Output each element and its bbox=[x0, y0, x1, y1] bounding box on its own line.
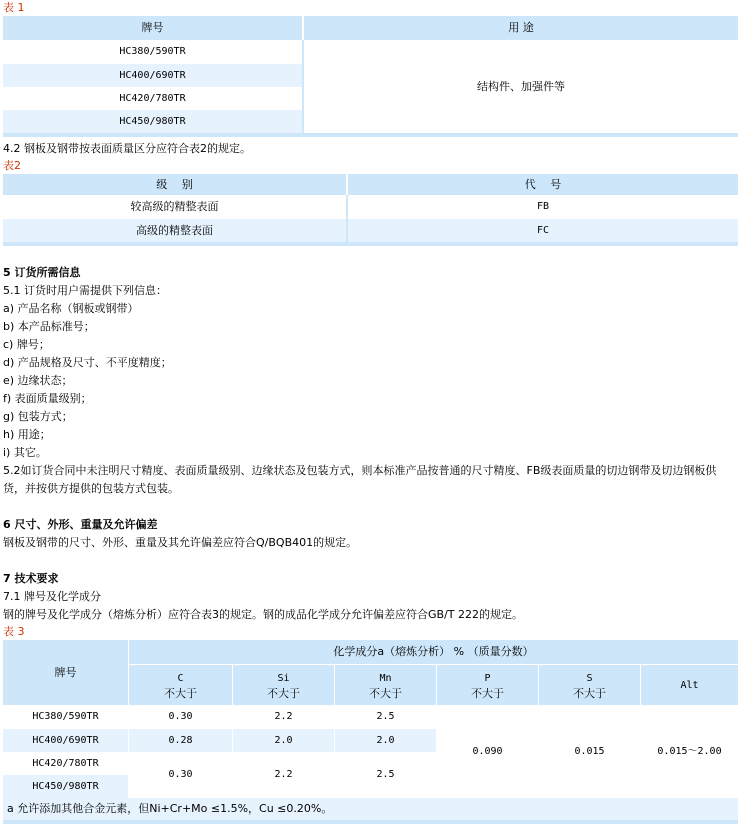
section6-title: 6 尺寸、外形、重量及允许偏差 bbox=[3, 518, 158, 531]
paragraph-4-2: 4.2 钢板及钢带按表面质量区分应符合表2的规定。 bbox=[3, 142, 251, 155]
table1-grade: HC400/690TR bbox=[3, 64, 304, 87]
table3-grade: HC420/780TR bbox=[3, 752, 128, 775]
table3-header-element bbox=[640, 665, 738, 705]
paragraph-5-1: 5.1 订货时用户需提供下列信息： bbox=[3, 284, 167, 297]
table2 bbox=[3, 174, 738, 242]
table3-value-si: 2.2 bbox=[232, 752, 334, 798]
paragraph-7-1: 7.1 牌号及化学成分 bbox=[3, 590, 101, 603]
table3-value-mn: 2.5 bbox=[334, 752, 436, 798]
table3-value-si: 2.2 bbox=[232, 705, 334, 729]
table1-caption: 表 1 bbox=[3, 1, 25, 14]
table3-value-c: 0.30 bbox=[128, 752, 232, 798]
table3-grade: HC450/980TR bbox=[3, 775, 128, 798]
table2-header-grade: 级 别 bbox=[3, 174, 348, 195]
list-item: i) 其它。 bbox=[3, 446, 47, 459]
table3-header-element bbox=[538, 665, 640, 705]
element-symbol: Mn bbox=[379, 672, 392, 684]
table3-value-c: 0.30 bbox=[128, 705, 232, 729]
table3-value-c: 0.28 bbox=[128, 729, 232, 752]
list-item: c) 牌号； bbox=[3, 338, 50, 351]
table1-grade: HC380/590TR bbox=[3, 40, 304, 64]
list-item: h) 用途； bbox=[3, 428, 51, 441]
table2-code: FB bbox=[348, 195, 738, 219]
table1-grade: HC450/980TR bbox=[3, 110, 304, 133]
table3-grade: HC400/690TR bbox=[3, 729, 128, 752]
element-symbol: Alt bbox=[680, 680, 699, 691]
table1-grade: HC420/780TR bbox=[3, 87, 304, 110]
table3-bottom-bar bbox=[3, 820, 738, 824]
paragraph-5-2: 5.2如订货合同中未注明尺寸精度、表面质量级别、边缘状态及包装方式，则本标准产品按普通的尺寸精度、FB级表面质量的切边钢带及切边钢板供货，并按供方提供的包装方式包装。 bbox=[3, 464, 717, 495]
section7-title: 7 技术要求 bbox=[3, 572, 59, 585]
table3-value-s: 0.015 bbox=[538, 705, 640, 798]
table2-grade: 高级的精整表面 bbox=[3, 219, 348, 242]
table3-value-mn: 2.5 bbox=[334, 705, 436, 729]
table3-header-element bbox=[436, 665, 538, 705]
list-item: d) 产品规格及尺寸、不平度精度； bbox=[3, 356, 172, 369]
table3-header-composition: 化学成分a（熔炼分析） % （质量分数） bbox=[128, 640, 738, 665]
list-item: e) 边缘状态； bbox=[3, 374, 73, 387]
list-item: a) 产品名称（钢板或钢带） bbox=[3, 302, 139, 315]
section7-text: 钢的牌号及化学成分（熔炼分析）应符合表3的规定。钢的成品化学成分允许偏差应符合GB/T 222的规定。 bbox=[3, 608, 523, 621]
element-note: 不大于 bbox=[164, 686, 197, 700]
element-note: 不大于 bbox=[573, 686, 606, 700]
table1-header-usage: 用 途 bbox=[304, 16, 738, 40]
table3-caption: 表 3 bbox=[3, 625, 25, 638]
table3-grade: HC380/590TR bbox=[3, 705, 128, 729]
table1-header-grade: 牌号 bbox=[3, 16, 304, 40]
list-item: b) 本产品标准号； bbox=[3, 320, 95, 333]
table2-grade: 较高级的精整表面 bbox=[3, 195, 348, 219]
table2-header-code: 代 号 bbox=[348, 174, 738, 195]
element-symbol: S bbox=[586, 672, 593, 684]
table2-caption: 表2 bbox=[3, 159, 21, 172]
table3-value-p: 0.090 bbox=[436, 705, 538, 798]
table3-value-si: 2.0 bbox=[232, 729, 334, 752]
table3-value-alt: 0.015～2.00 bbox=[640, 705, 738, 798]
table3-value-mn: 2.0 bbox=[334, 729, 436, 752]
table1-bottom-bar bbox=[3, 133, 738, 137]
table3-header-grade: 牌号 bbox=[3, 640, 128, 705]
element-symbol: C bbox=[177, 672, 184, 684]
table3-header-element bbox=[128, 665, 232, 705]
section6-text: 钢板及钢带的尺寸、外形、重量及其允许偏差应符合Q/BQB401的规定。 bbox=[3, 536, 358, 549]
element-symbol: P bbox=[484, 672, 491, 684]
list-item: f) 表面质量级别； bbox=[3, 392, 92, 405]
table2-code: FC bbox=[348, 219, 738, 242]
element-note: 不大于 bbox=[369, 686, 402, 700]
element-note: 不大于 bbox=[471, 686, 504, 700]
table1-usage: 结构件、加强件等 bbox=[304, 40, 738, 133]
table3-footnote: a 允许添加其他合金元素，但Ni+Cr+Mo ≤1.5%，Cu ≤0.20%。 bbox=[3, 798, 738, 820]
document-body bbox=[3, 0, 738, 824]
section5-title: 5 订货所需信息 bbox=[3, 266, 81, 279]
table3-header-element bbox=[232, 665, 334, 705]
table1 bbox=[3, 16, 738, 133]
table3 bbox=[3, 640, 738, 820]
element-symbol: Si bbox=[277, 672, 290, 684]
list-item: g) 包装方式； bbox=[3, 410, 73, 423]
table3-header-element bbox=[334, 665, 436, 705]
element-note: 不大于 bbox=[267, 686, 300, 700]
